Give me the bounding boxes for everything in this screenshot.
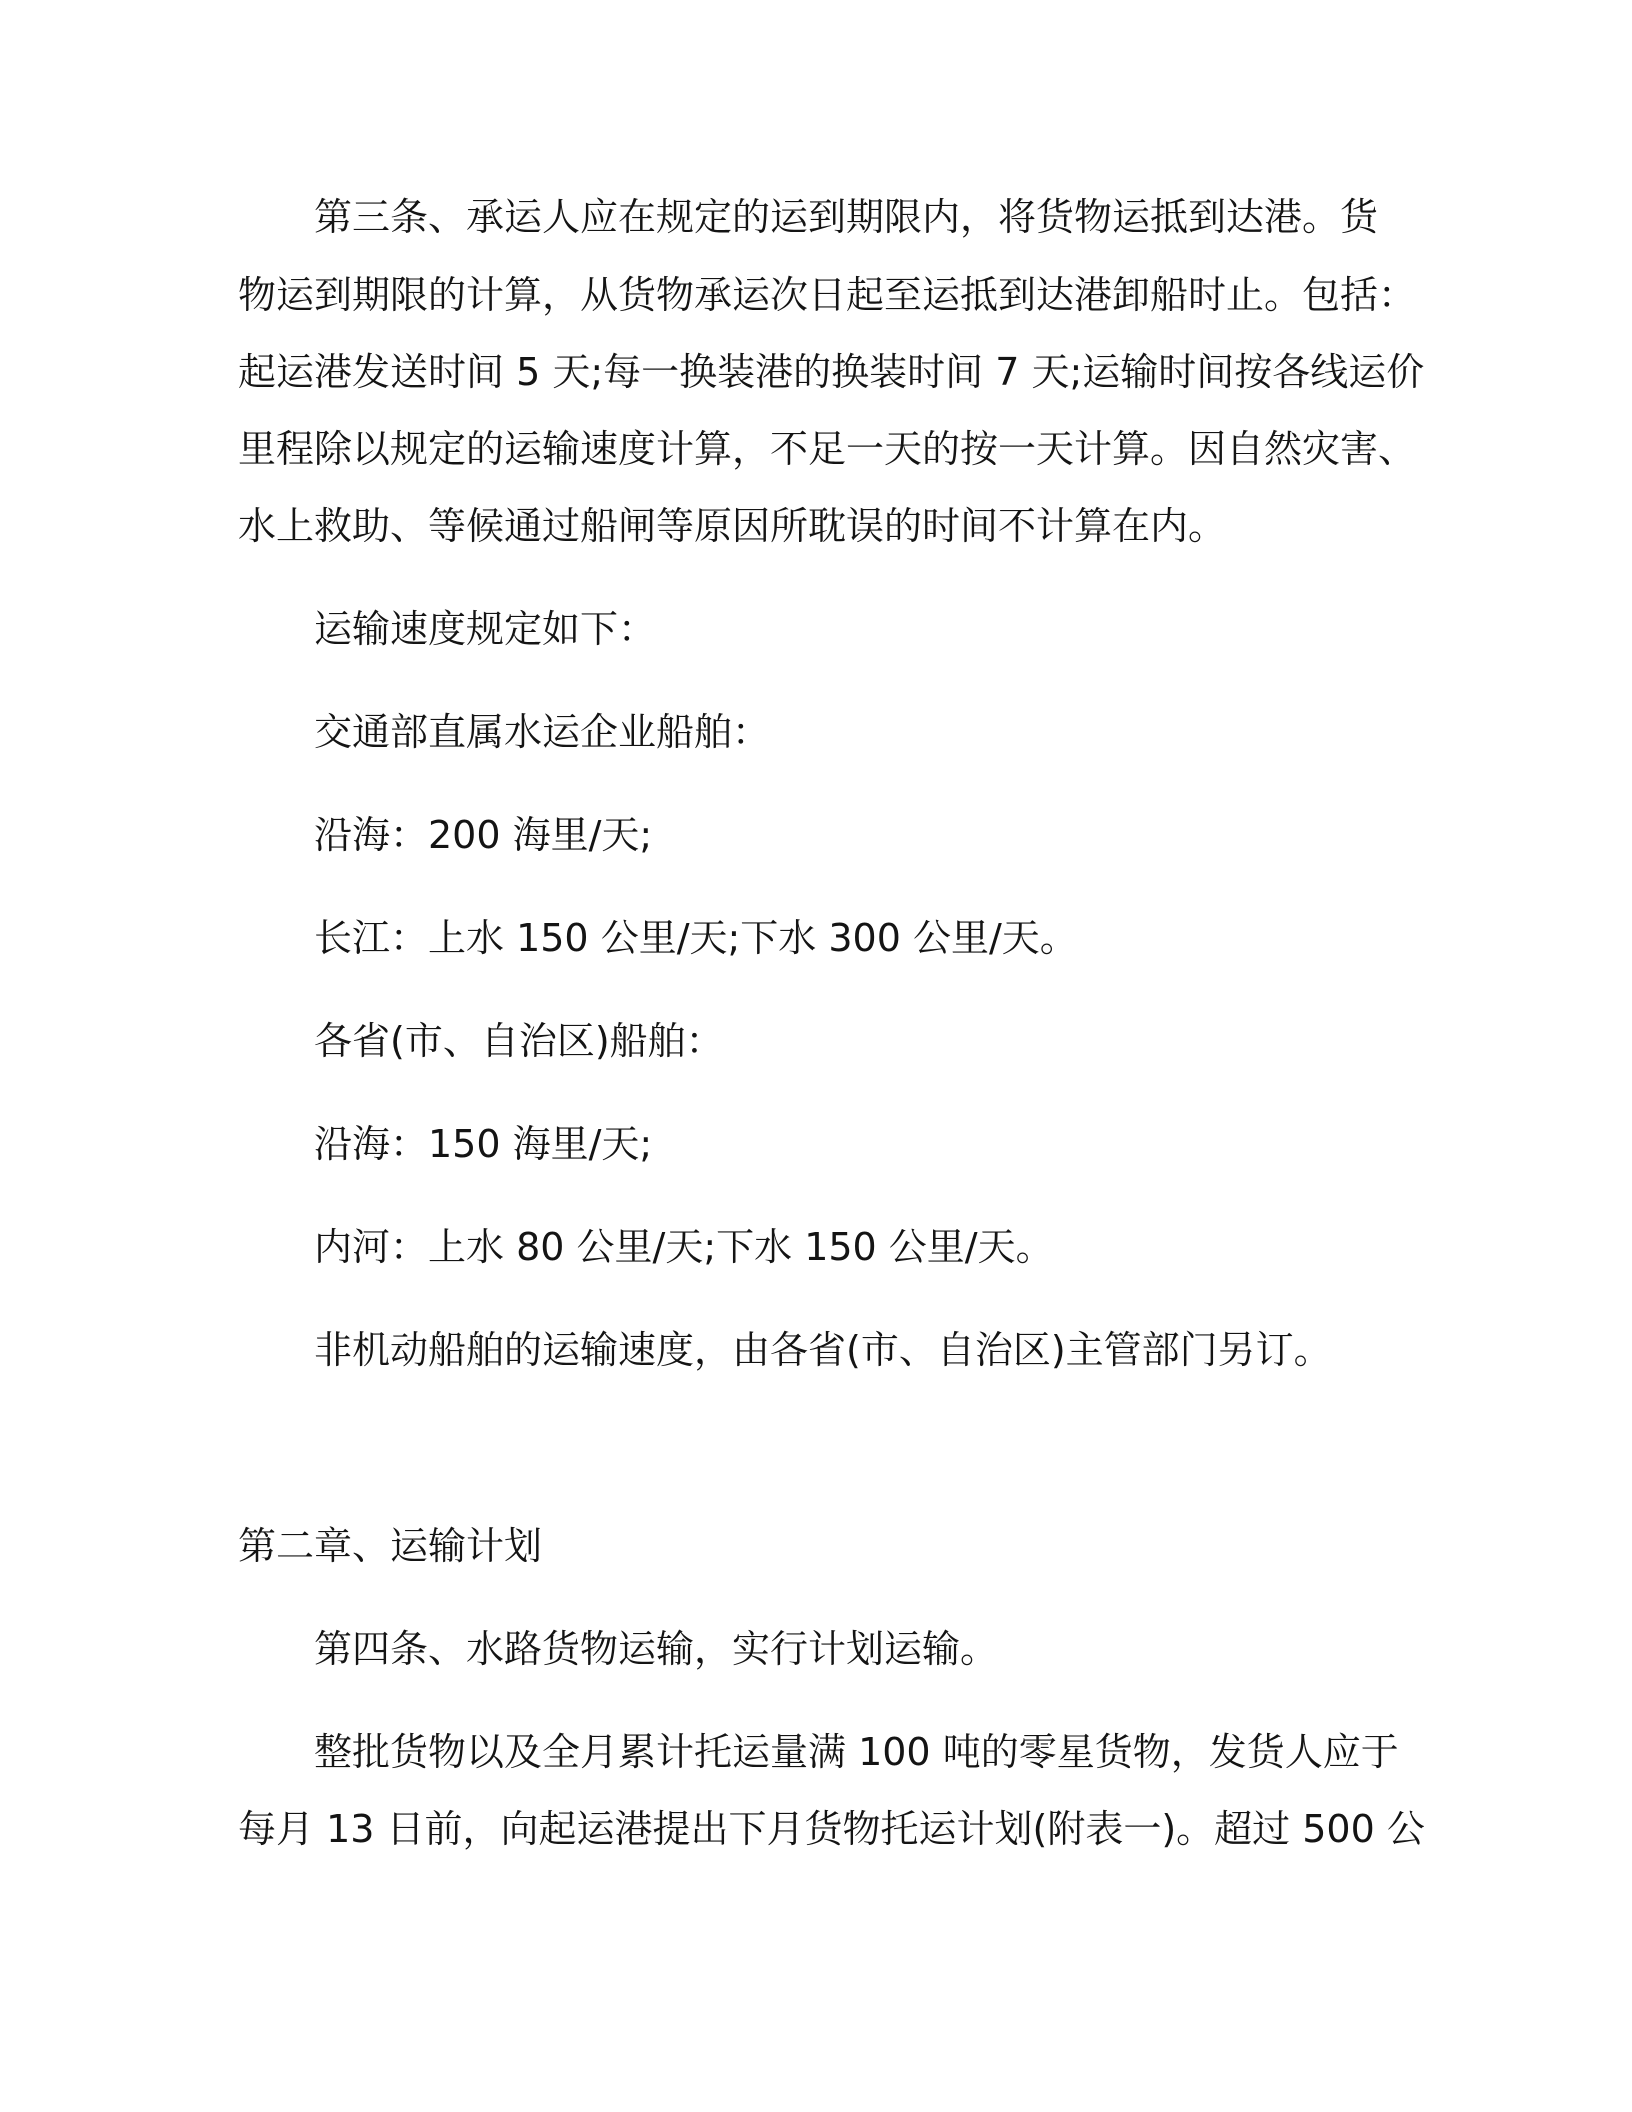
article3-line-2: 物运到期限的计算，从货物承运次日起至运抵到达港卸船时止。包括： [238, 273, 1417, 317]
article3-line-1: 第三条、承运人应在规定的运到期限内，将货物运抵到达港。货 [314, 195, 1379, 239]
article4-title: 第四条、水路货物运输，实行计划运输。 [314, 1627, 999, 1671]
article3-line-5: 水上救助、等候通过船闸等原因所耽误的时间不计算在内。 [238, 504, 1227, 548]
speeds-intro: 运输速度规定如下： [314, 607, 657, 651]
ministry-coastal-speed: 沿海：200 海里/天; [314, 813, 653, 857]
province-coastal-speed: 沿海：150 海里/天; [314, 1122, 653, 1166]
article3-line-3: 起运港发送时间 5 天;每一换装港的换装时间 7 天;运输时间按各线运价 [238, 350, 1425, 394]
chapter2-title: 第二章、运输计划 [238, 1524, 543, 1568]
chapter2-paragraph-line-1: 整批货物以及全月累计托运量满 100 吨的零星货物，发货人应于 [314, 1730, 1399, 1774]
non-motor-note: 非机动船舶的运输速度，由各省(市、自治区)主管部门另订。 [314, 1328, 1332, 1372]
ministry-yangtze-speed: 长江：上水 150 公里/天;下水 300 公里/天。 [314, 916, 1078, 960]
province-heading: 各省(市、自治区)船舶： [314, 1019, 724, 1063]
chapter2-paragraph-line-2: 每月 13 日前，向起运港提出下月货物托运计划(附表一)。超过 500 公 [238, 1807, 1425, 1851]
ministry-heading: 交通部直属水运企业船舶： [314, 710, 771, 754]
article3-line-4: 里程除以规定的运输速度计算，不足一天的按一天计算。因自然灾害、 [238, 427, 1417, 471]
province-inland-speed: 内河：上水 80 公里/天;下水 150 公里/天。 [314, 1225, 1054, 1269]
